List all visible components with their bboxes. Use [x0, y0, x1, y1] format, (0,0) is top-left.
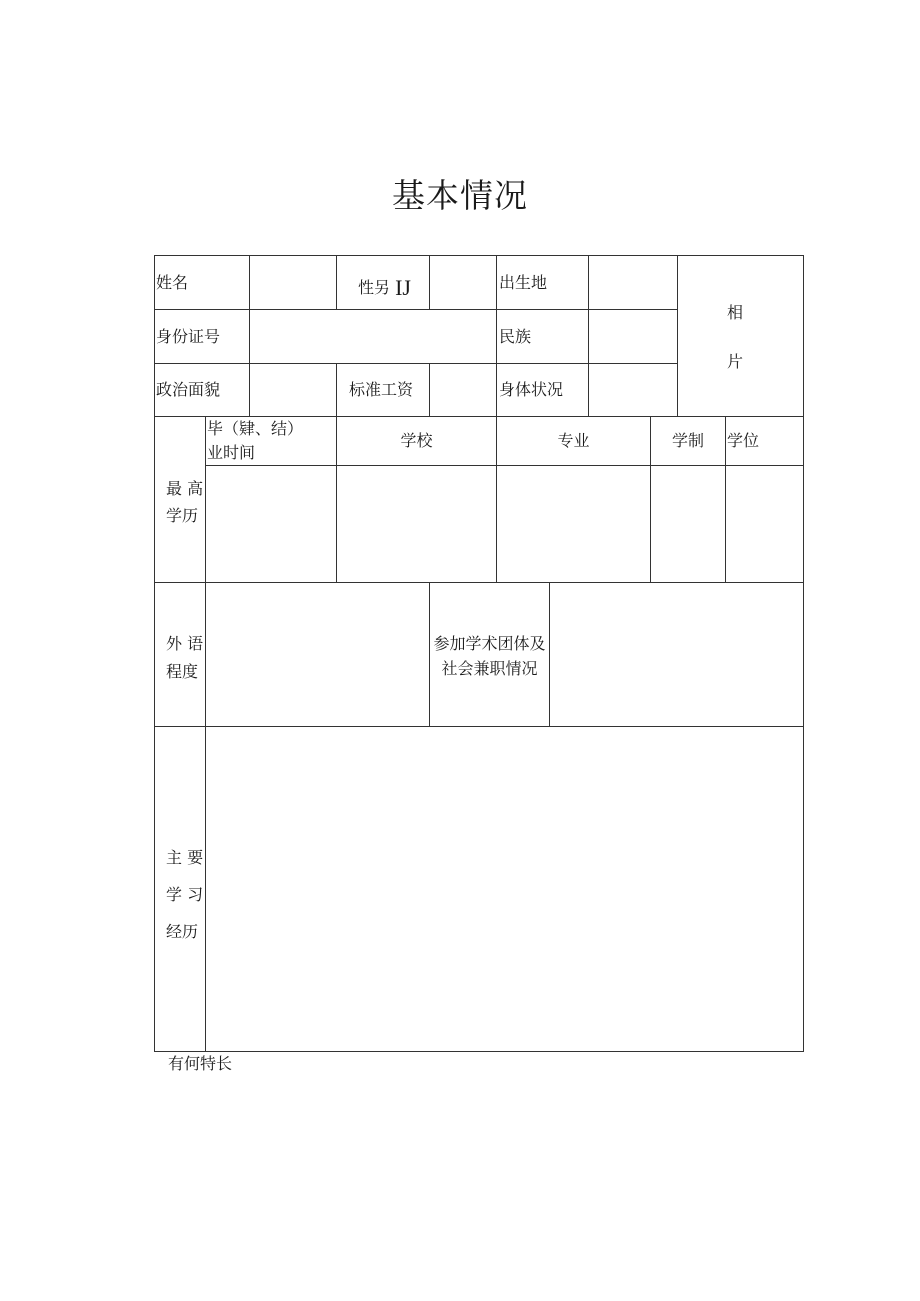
col-divider — [336, 363, 337, 416]
label-degree: 学位 — [727, 431, 760, 450]
label-health: 身体状况 — [499, 380, 564, 399]
label-school: 学校 — [400, 431, 433, 450]
label-grad-time-2: 业时间 — [207, 443, 256, 462]
major-field[interactable] — [497, 466, 650, 582]
birthplace-field[interactable] — [589, 256, 677, 309]
label-language-1: 外 语 — [166, 634, 204, 653]
col-divider — [496, 255, 497, 416]
ethnicity-field[interactable] — [589, 310, 677, 363]
label-political-status: 政治面貌 — [156, 380, 221, 399]
health-field[interactable] — [589, 364, 677, 416]
duration-field[interactable] — [651, 466, 725, 582]
page-title: 基本情况 — [392, 176, 528, 215]
study-history-field[interactable] — [206, 727, 803, 1051]
label-language-2: 程度 — [166, 662, 199, 681]
gender-field[interactable] — [430, 256, 496, 309]
label-academic-1: 参加学术团体及 — [433, 634, 546, 653]
label-ethnicity: 民族 — [499, 327, 532, 346]
label-duration: 学制 — [672, 431, 705, 450]
label-study-3: 经历 — [166, 922, 199, 941]
label-grad-time-1: 毕（肄、结） — [207, 419, 304, 438]
label-photo-2: 片 — [727, 352, 744, 371]
table-border-bottom — [154, 1051, 804, 1052]
label-id-number: 身份证号 — [156, 327, 221, 346]
label-major: 专业 — [557, 431, 590, 450]
language-field[interactable] — [206, 583, 429, 726]
label-academic-2: 社会兼职情况 — [441, 659, 538, 678]
label-birthplace: 出生地 — [499, 273, 548, 292]
label-highest-edu-1: 最 高 — [166, 479, 204, 498]
name-field[interactable] — [250, 256, 336, 309]
table-border-left — [154, 255, 155, 1052]
standard-salary-field[interactable] — [430, 364, 496, 416]
label-study-1: 主 要 — [166, 848, 204, 867]
id-number-field[interactable] — [250, 310, 496, 363]
grad-time-field[interactable] — [206, 466, 336, 582]
label-gender — [358, 270, 411, 305]
school-field[interactable] — [337, 466, 496, 582]
label-specialty: 有何特长 — [168, 1054, 233, 1073]
label-standard-salary: 标准工资 — [349, 380, 414, 399]
political-status-field[interactable] — [250, 364, 336, 416]
label-name: 姓名 — [156, 273, 189, 292]
table-border-right — [803, 255, 804, 1052]
academic-field[interactable] — [550, 583, 803, 726]
label-photo-1: 相 — [727, 303, 744, 322]
label-gender-mark: IJ — [395, 275, 411, 300]
photo-box[interactable] — [678, 256, 803, 416]
col-divider — [336, 255, 337, 309]
label-gender-text: 性另 — [358, 278, 391, 297]
degree-field[interactable] — [726, 466, 803, 582]
label-highest-edu-2: 学历 — [166, 506, 199, 525]
label-study-2: 学 习 — [166, 885, 204, 904]
